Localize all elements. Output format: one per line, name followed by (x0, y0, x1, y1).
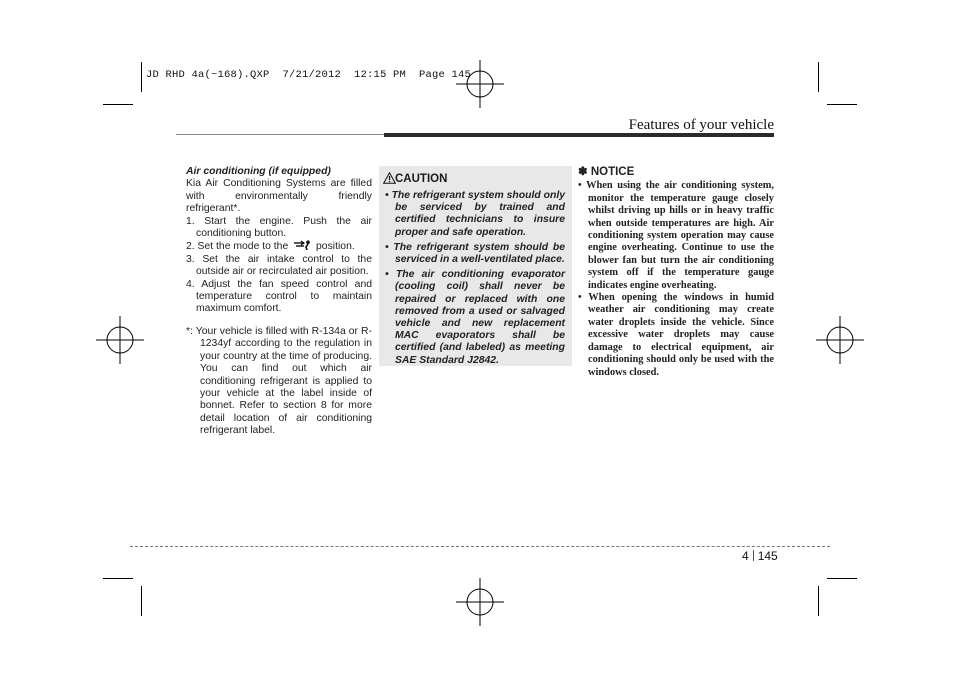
face-floor-vent-icon (293, 240, 311, 250)
registration-mark-icon (96, 316, 144, 364)
notice-list (578, 180, 774, 379)
notice-item: • When opening the windows in humid weather air conditioning may create water droplets inside the vehicle. Since excessive water droplets may cause damage to electrical equipment, air conditioning should only be used with the windows closed. (578, 292, 774, 378)
notice-item: • When using the air conditioning system, monitor the temperature gauge closely whilst driving up hills or in heavy traffic when outside temperatures are high. Air conditioning system operation may cause engine overheating. Continue to use the blower fan but turn the air conditioning system off if the temperature gauge indicates engine overheating. (578, 180, 774, 291)
header-thin-rule (176, 134, 384, 135)
refrigerant-footnote: *: Your vehicle is filled with R-134a or R-1234yf according to the regulation in your country at the time of producing. You can find out which air conditioning refrigerant is applied to your vehicle at the label inside of bonnet. Refer to section 8 for more detail location of air conditioning refrigerant label. (186, 325, 372, 437)
step-text: 2. Set the mode to the (186, 241, 289, 253)
print-slug: JD RHD 4a(~168).QXP 7/21/2012 12:15 PM Page 145 (146, 69, 472, 81)
header-rule (384, 133, 774, 137)
crop-mark (827, 104, 857, 105)
registration-mark-icon (456, 60, 504, 108)
caution-title: CAUTION (395, 173, 448, 185)
crop-mark (103, 104, 133, 105)
footer-rule (130, 546, 830, 547)
page-number (742, 549, 778, 563)
footer-separator (753, 550, 754, 561)
page-number-value: 145 (757, 549, 778, 563)
caution-box (379, 166, 572, 366)
crop-mark (141, 62, 142, 92)
registration-mark-icon (456, 578, 504, 626)
crop-mark (818, 62, 819, 92)
crop-mark (141, 586, 142, 616)
steps-list (186, 216, 372, 316)
intro-paragraph: Kia Air Conditioning Systems are filled with environmentally friendly refrigerant*. (186, 178, 372, 215)
step-item: 3. Set the air intake control to the outside air or recirculated air position. (186, 253, 372, 278)
step-text-suffix: position. (316, 241, 355, 253)
crop-mark (827, 578, 857, 579)
notice-column (578, 166, 774, 379)
section-heading: Air conditioning (if equipped) (186, 166, 331, 177)
step-item: 4. Adjust the fan speed control and temperature control to maintain maximum comfort. (186, 278, 372, 315)
step-item: 1. Start the engine. Push the air conditioning button. (186, 215, 372, 240)
left-column (186, 166, 372, 438)
caution-list (385, 190, 565, 370)
caution-item: • The refrigerant system should be serviced in a well-ventilated place. (385, 241, 565, 266)
caution-item: • The air conditioning evaporator (cooling coil) shall never be repaired or replaced with one removed from a used or salvaged vehicle and new replacement MAC evaporators shall be certified (and labeled) as meeting SAE Standard J2842. (385, 269, 565, 366)
crop-mark (818, 586, 819, 616)
chapter-number: 4 (742, 549, 749, 563)
notice-title: ✽ NOTICE (578, 166, 635, 178)
section-header-title: Features of your vehicle (628, 117, 774, 133)
registration-mark-icon (816, 316, 864, 364)
step-item (186, 240, 372, 253)
caution-item: • The refrigerant system should only be serviced by trained and certified technicians to insure proper and safe operation. (385, 190, 565, 238)
crop-mark (103, 578, 133, 579)
